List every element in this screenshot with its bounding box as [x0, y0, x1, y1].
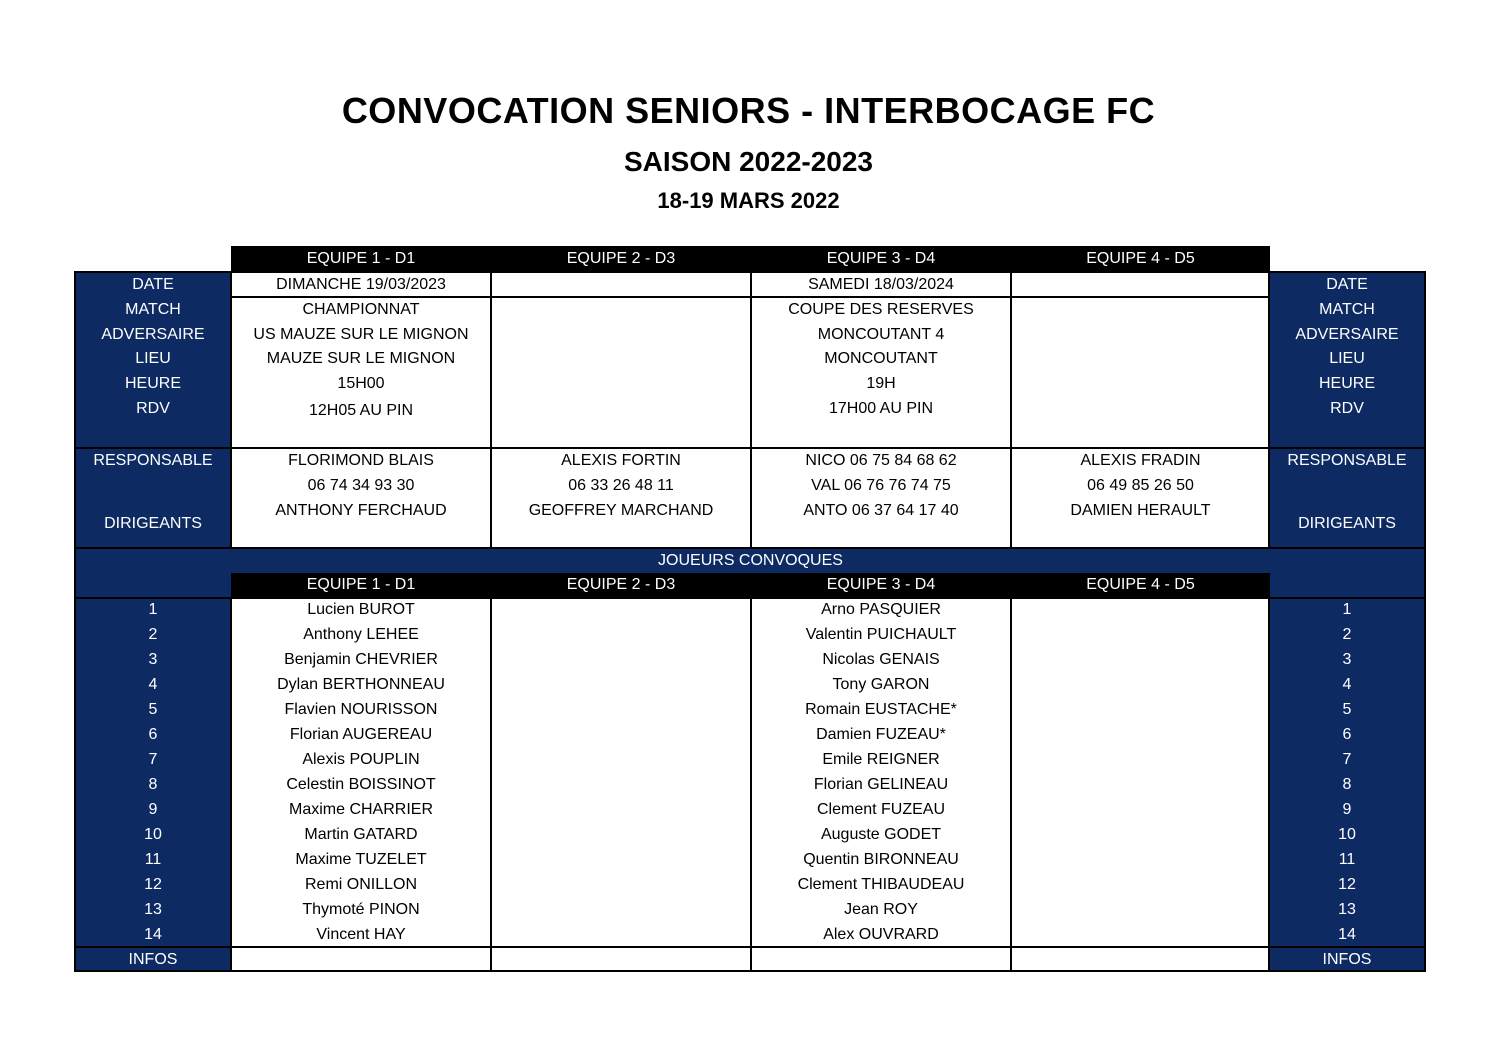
team2-dirigeant: GEOFFREY MARCHAND: [528, 502, 714, 519]
infos-box-4: [1010, 946, 1270, 972]
player-number-left: 11: [144, 851, 162, 868]
label-lieu-right: LIEU: [1329, 350, 1365, 367]
team-header-4: EQUIPE 4 - D5: [1086, 250, 1195, 267]
team3-player: Damien FUZEAU*: [816, 726, 946, 743]
team-header-2b: EQUIPE 2 - D3: [566, 576, 676, 593]
player-number-left: 4: [148, 676, 158, 693]
team3-match: COUPE DES RESERVES: [788, 301, 974, 318]
player-number-left: 2: [148, 626, 158, 643]
label-dirigeants-left: DIRIGEANTS: [104, 515, 202, 532]
player-number-left: 3: [148, 651, 158, 668]
label-responsable-left: RESPONSABLE: [93, 452, 213, 469]
team1-player: Maxime CHARRIER: [288, 801, 433, 818]
label-match-left: MATCH: [125, 301, 181, 318]
player-number-left: 14: [144, 926, 162, 943]
player-number-left: 1: [148, 601, 158, 618]
team1-player: Thymoté PINON: [302, 901, 420, 918]
player-number-right: 9: [1342, 801, 1352, 818]
team1-player: Benjamin CHEVRIER: [284, 651, 438, 668]
team-header-3b: EQUIPE 3 - D4: [826, 576, 936, 593]
team3-player: Jean ROY: [844, 901, 918, 918]
team1-rdv: 12H05 AU PIN: [308, 402, 414, 419]
team3-lieu: MONCOUTANT: [824, 350, 938, 367]
team4-dirigeant: DAMIEN HERAULT: [1070, 502, 1211, 519]
label-rdv-left: RDV: [136, 400, 170, 417]
player-number-left: 12: [144, 876, 162, 893]
team1-heure: 15H00: [337, 375, 385, 392]
team3-player: Alex OUVRARD: [823, 926, 939, 943]
player-number-right: 1: [1342, 601, 1352, 618]
team1-player: Martin GATARD: [304, 826, 418, 843]
player-number-left: 7: [148, 751, 158, 768]
team3-responsable: NICO 06 75 84 68 62: [805, 452, 957, 469]
player-number-right: 13: [1338, 901, 1356, 918]
team4-phone: 06 49 85 26 50: [1087, 477, 1194, 494]
team1-match: CHAMPIONNAT: [302, 301, 420, 318]
team-header-1: EQUIPE 1 - D1: [306, 250, 416, 267]
player-number-left: 5: [148, 701, 158, 718]
player-number-left: 13: [144, 901, 162, 918]
team3-player: Tony GARON: [832, 676, 930, 693]
team1-player: Anthony LEHEE: [303, 626, 419, 643]
label-adversaire-left: ADVERSAIRE: [101, 326, 205, 343]
team1-responsable: FLORIMOND BLAIS: [288, 452, 434, 469]
label-lieu-left: LIEU: [135, 350, 171, 367]
player-number-right: 4: [1342, 676, 1352, 693]
label-date-left: DATE: [132, 276, 174, 293]
team1-adversaire: US MAUZE SUR LE MIGNON: [253, 326, 469, 343]
match-box-2: [490, 296, 752, 449]
team1-player: Celestin BOISSINOT: [286, 776, 436, 793]
team1-player: Remi ONILLON: [304, 876, 418, 893]
player-number-left: 8: [148, 776, 158, 793]
player-number-right: 10: [1338, 826, 1356, 843]
team2-phone: 06 33 26 48 11: [568, 477, 674, 494]
team3-player: Clement THIBAUDEAU: [797, 876, 965, 893]
team3-adversaire: MONCOUTANT 4: [817, 326, 945, 343]
team1-player: Vincent HAY: [316, 926, 406, 943]
player-number-left: 9: [148, 801, 158, 818]
team3-player: Florian GELINEAU: [813, 776, 949, 793]
player-number-left: 10: [144, 826, 162, 843]
players-box-4: [1010, 597, 1270, 948]
match-box-4: [1010, 296, 1270, 449]
separator-players-band: [74, 547, 1426, 549]
team1-dirigeant: ANTHONY FERCHAUD: [275, 502, 447, 519]
label-dirigeants-right: DIRIGEANTS: [1298, 515, 1396, 532]
team2-responsable: ALEXIS FORTIN: [561, 452, 681, 469]
match-dates: 18-19 MARS 2022: [657, 188, 840, 213]
date-box-2: [490, 271, 752, 298]
team3-player: Valentin PUICHAULT: [805, 626, 957, 643]
team1-player: Dylan BERTHONNEAU: [277, 676, 445, 693]
team4-responsable: ALEXIS FRADIN: [1080, 452, 1201, 469]
team1-phone: 06 74 34 93 30: [307, 477, 415, 494]
label-infos-left: INFOS: [128, 951, 178, 968]
team3-player: Romain EUSTACHE*: [805, 701, 957, 718]
document-title: CONVOCATION SENIORS - INTERBOCAGE FC: [341, 90, 1156, 131]
player-number-right: 12: [1338, 876, 1356, 893]
infos-box-3: [750, 946, 1012, 972]
team-header-4b: EQUIPE 4 - D5: [1086, 576, 1195, 593]
player-number-right: 11: [1338, 851, 1356, 868]
team3-player: Auguste GODET: [820, 826, 942, 843]
label-adversaire-right: ADVERSAIRE: [1295, 326, 1399, 343]
label-heure-left: HEURE: [124, 375, 181, 392]
team3-heure: 19H: [866, 375, 896, 392]
team-header-1b: EQUIPE 1 - D1: [306, 576, 416, 593]
team3-date: SAMEDI 18/03/2024: [808, 276, 954, 293]
infos-box-2: [490, 946, 752, 972]
player-number-right: 6: [1342, 726, 1352, 743]
players-box-2: [490, 597, 752, 948]
team1-player: Alexis POUPLIN: [302, 751, 420, 768]
team3-player: Clement FUZEAU: [816, 801, 946, 818]
label-infos-right: INFOS: [1322, 951, 1372, 968]
player-number-right: 7: [1342, 751, 1352, 768]
team1-lieu: MAUZE SUR LE MIGNON: [266, 350, 456, 367]
label-rdv-right: RDV: [1330, 400, 1364, 417]
date-box-4: [1010, 271, 1270, 298]
team1-player: Lucien BUROT: [307, 601, 415, 618]
player-number-right: 8: [1342, 776, 1352, 793]
player-number-left: 6: [148, 726, 158, 743]
team3-player: Arno PASQUIER: [821, 601, 941, 618]
team1-player: Florian AUGEREAU: [289, 726, 433, 743]
team3-rdv: 17H00 AU PIN: [828, 400, 934, 417]
team3-player: Emile REIGNER: [822, 751, 940, 768]
team3-player: Nicolas GENAIS: [822, 651, 940, 668]
infos-box-1: [230, 946, 492, 972]
team3-player: Quentin BIRONNEAU: [803, 851, 959, 868]
team-header-2: EQUIPE 2 - D3: [566, 250, 676, 267]
players-header: JOUEURS CONVOQUES: [658, 552, 843, 569]
team3-phone: VAL 06 76 76 74 75: [811, 477, 951, 494]
player-number-right: 14: [1338, 926, 1356, 943]
team1-player: Flavien NOURISSON: [284, 701, 438, 718]
team1-player: Maxime TUZELET: [295, 851, 427, 868]
team1-date: DIMANCHE 19/03/2023: [276, 276, 446, 293]
player-number-right: 3: [1342, 651, 1352, 668]
team3-dirigeant: ANTO 06 37 64 17 40: [803, 502, 959, 519]
label-match-right: MATCH: [1319, 301, 1375, 318]
label-date-right: DATE: [1326, 276, 1368, 293]
player-number-right: 5: [1342, 701, 1352, 718]
player-number-right: 2: [1342, 626, 1352, 643]
season-title: SAISON 2022-2023: [623, 146, 874, 177]
label-responsable-right: RESPONSABLE: [1287, 452, 1407, 469]
team-header-3: EQUIPE 3 - D4: [826, 250, 936, 267]
label-heure-right: HEURE: [1318, 375, 1375, 392]
